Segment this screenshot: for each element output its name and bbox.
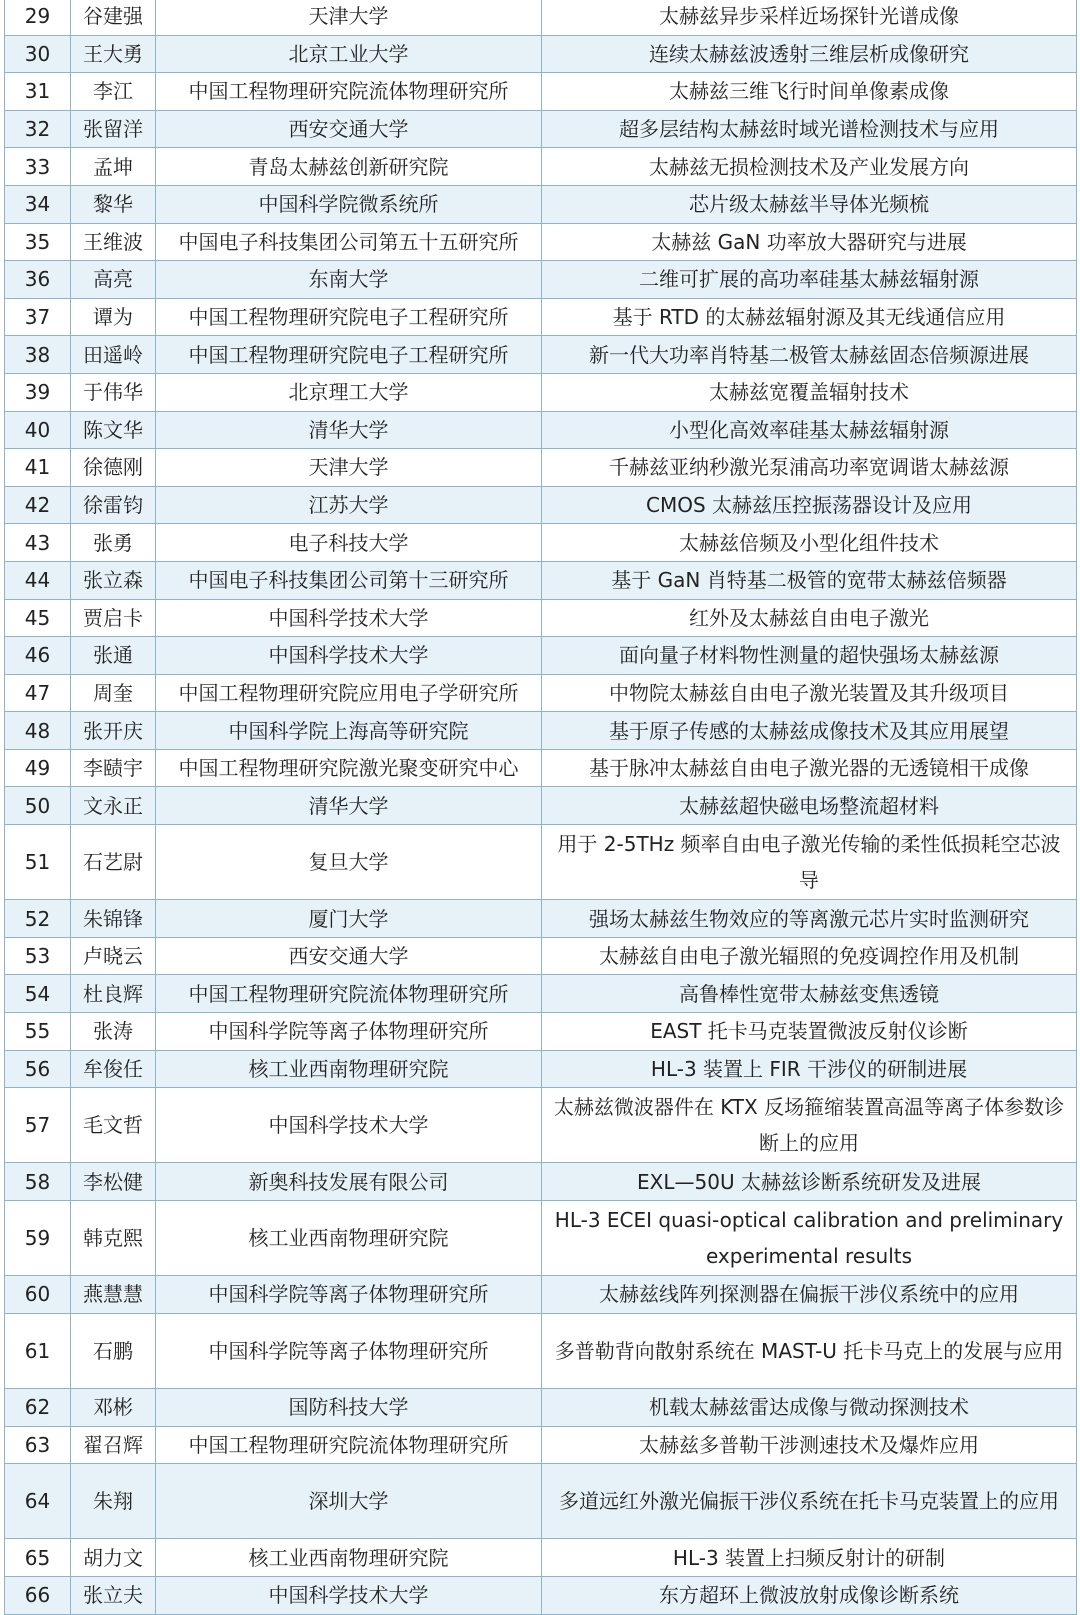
row-number: 61 bbox=[5, 1313, 71, 1388]
speaker-institution: 西安交通大学 bbox=[156, 937, 542, 975]
row-number: 42 bbox=[5, 486, 71, 524]
speaker-name: 张留洋 bbox=[71, 110, 156, 148]
speaker-institution: 天津大学 bbox=[156, 0, 542, 35]
speaker-institution: 中国电子科技集团公司第五十五研究所 bbox=[156, 223, 542, 261]
speaker-institution: 中国科学院等离子体物理研究所 bbox=[156, 1313, 542, 1388]
table-row bbox=[5, 1313, 1077, 1388]
speaker-table-body bbox=[5, 0, 1077, 1614]
talk-topic: 太赫兹无损检测技术及产业发展方向 bbox=[542, 148, 1077, 186]
speaker-name: 韩克熙 bbox=[71, 1201, 156, 1276]
speaker-name: 陈文华 bbox=[71, 411, 156, 449]
row-number: 47 bbox=[5, 674, 71, 712]
speaker-name: 张勇 bbox=[71, 524, 156, 562]
row-number: 49 bbox=[5, 749, 71, 787]
speaker-institution: 清华大学 bbox=[156, 787, 542, 825]
row-number: 29 bbox=[5, 0, 71, 35]
row-number: 30 bbox=[5, 35, 71, 73]
table-row bbox=[5, 223, 1077, 261]
speaker-institution: 中国科学技术大学 bbox=[156, 1088, 542, 1163]
speaker-institution: 青岛太赫兹创新研究院 bbox=[156, 148, 542, 186]
speaker-institution: 厦门大学 bbox=[156, 900, 542, 938]
speaker-name: 贾启卡 bbox=[71, 599, 156, 637]
speaker-institution: 中国工程物理研究院电子工程研究所 bbox=[156, 336, 542, 374]
speaker-institution: 深圳大学 bbox=[156, 1464, 542, 1539]
row-number: 55 bbox=[5, 1013, 71, 1051]
speaker-table bbox=[4, 0, 1077, 1615]
row-number: 41 bbox=[5, 449, 71, 487]
speaker-name: 朱翔 bbox=[71, 1464, 156, 1539]
table-row bbox=[5, 1576, 1077, 1614]
table-row bbox=[5, 486, 1077, 524]
talk-topic: 基于原子传感的太赫兹成像技术及其应用展望 bbox=[542, 712, 1077, 750]
speaker-name: 张立森 bbox=[71, 561, 156, 599]
speaker-institution: 新奥科技发展有限公司 bbox=[156, 1163, 542, 1201]
row-number: 31 bbox=[5, 73, 71, 111]
row-number: 34 bbox=[5, 185, 71, 223]
table-row bbox=[5, 185, 1077, 223]
talk-topic: 基于 GaN 肖特基二极管的宽带太赫兹倍频器 bbox=[542, 561, 1077, 599]
table-row bbox=[5, 1163, 1077, 1201]
row-number: 51 bbox=[5, 825, 71, 900]
speaker-institution: 中国科学技术大学 bbox=[156, 637, 542, 675]
talk-topic: 连续太赫兹波透射三维层析成像研究 bbox=[542, 35, 1077, 73]
talk-topic: 太赫兹微波器件在 KTX 反场箍缩装置高温等离子体参数诊断上的应用 bbox=[542, 1088, 1077, 1163]
speaker-name: 张通 bbox=[71, 637, 156, 675]
row-number: 57 bbox=[5, 1088, 71, 1163]
speaker-name: 于伟华 bbox=[71, 373, 156, 411]
row-number: 64 bbox=[5, 1464, 71, 1539]
table-row bbox=[5, 1539, 1077, 1577]
talk-topic: CMOS 太赫兹压控振荡器设计及应用 bbox=[542, 486, 1077, 524]
speaker-name: 王大勇 bbox=[71, 35, 156, 73]
row-number: 54 bbox=[5, 975, 71, 1013]
talk-topic: 基于脉冲太赫兹自由电子激光器的无透镜相干成像 bbox=[542, 749, 1077, 787]
talk-topic: EXL—50U 太赫兹诊断系统研发及进展 bbox=[542, 1163, 1077, 1201]
table-row bbox=[5, 261, 1077, 299]
speaker-institution: 中国科学院上海高等研究院 bbox=[156, 712, 542, 750]
table-row bbox=[5, 599, 1077, 637]
table-row bbox=[5, 674, 1077, 712]
row-number: 44 bbox=[5, 561, 71, 599]
table-row bbox=[5, 1426, 1077, 1464]
speaker-name: 谷建强 bbox=[71, 0, 156, 35]
speaker-name: 张涛 bbox=[71, 1013, 156, 1051]
speaker-institution: 江苏大学 bbox=[156, 486, 542, 524]
table-row bbox=[5, 1388, 1077, 1426]
table-row bbox=[5, 1464, 1077, 1539]
table-row bbox=[5, 787, 1077, 825]
talk-topic: 太赫兹异步采样近场探针光谱成像 bbox=[542, 0, 1077, 35]
row-number: 36 bbox=[5, 261, 71, 299]
row-number: 43 bbox=[5, 524, 71, 562]
row-number: 39 bbox=[5, 373, 71, 411]
speaker-institution: 天津大学 bbox=[156, 449, 542, 487]
talk-topic: 太赫兹多普勒干涉测速技术及爆炸应用 bbox=[542, 1426, 1077, 1464]
speaker-name: 卢晓云 bbox=[71, 937, 156, 975]
speaker-name: 石鹏 bbox=[71, 1313, 156, 1388]
talk-topic: 强场太赫兹生物效应的等离激元芯片实时监测研究 bbox=[542, 900, 1077, 938]
row-number: 37 bbox=[5, 298, 71, 336]
talk-topic: 用于 2-5THz 频率自由电子激光传输的柔性低损耗空芯波导 bbox=[542, 825, 1077, 900]
speaker-name: 杜良辉 bbox=[71, 975, 156, 1013]
speaker-name: 李松健 bbox=[71, 1163, 156, 1201]
table-row bbox=[5, 73, 1077, 111]
row-number: 58 bbox=[5, 1163, 71, 1201]
table-row bbox=[5, 148, 1077, 186]
speaker-name: 周奎 bbox=[71, 674, 156, 712]
speaker-institution: 中国工程物理研究院流体物理研究所 bbox=[156, 1426, 542, 1464]
talk-topic: 太赫兹线阵列探测器在偏振干涉仪系统中的应用 bbox=[542, 1276, 1077, 1314]
speaker-name: 田遥岭 bbox=[71, 336, 156, 374]
speaker-institution: 中国工程物理研究院应用电子学研究所 bbox=[156, 674, 542, 712]
speaker-institution: 中国科学院等离子体物理研究所 bbox=[156, 1276, 542, 1314]
speaker-name: 翟召辉 bbox=[71, 1426, 156, 1464]
speaker-institution: 中国电子科技集团公司第十三研究所 bbox=[156, 561, 542, 599]
speaker-institution: 中国工程物理研究院流体物理研究所 bbox=[156, 975, 542, 1013]
speaker-name: 石艺尉 bbox=[71, 825, 156, 900]
row-number: 63 bbox=[5, 1426, 71, 1464]
speaker-name: 孟坤 bbox=[71, 148, 156, 186]
speaker-name: 牟俊任 bbox=[71, 1050, 156, 1088]
speaker-name: 李赜宇 bbox=[71, 749, 156, 787]
table-row bbox=[5, 524, 1077, 562]
speaker-name: 高亮 bbox=[71, 261, 156, 299]
talk-topic: 太赫兹 GaN 功率放大器研究与进展 bbox=[542, 223, 1077, 261]
speaker-name: 燕慧慧 bbox=[71, 1276, 156, 1314]
speaker-institution: 中国工程物理研究院电子工程研究所 bbox=[156, 298, 542, 336]
row-number: 59 bbox=[5, 1201, 71, 1276]
talk-topic: 高鲁棒性宽带太赫兹变焦透镜 bbox=[542, 975, 1077, 1013]
talk-topic: 太赫兹超快磁电场整流超材料 bbox=[542, 787, 1077, 825]
table-row bbox=[5, 561, 1077, 599]
speaker-institution: 中国科学院微系统所 bbox=[156, 185, 542, 223]
talk-topic: HL-3 装置上扫频反射计的研制 bbox=[542, 1539, 1077, 1577]
speaker-institution: 中国科学技术大学 bbox=[156, 1576, 542, 1614]
talk-topic: 基于 RTD 的太赫兹辐射源及其无线通信应用 bbox=[542, 298, 1077, 336]
row-number: 32 bbox=[5, 110, 71, 148]
table-row bbox=[5, 637, 1077, 675]
row-number: 52 bbox=[5, 900, 71, 938]
table-row bbox=[5, 449, 1077, 487]
row-number: 45 bbox=[5, 599, 71, 637]
speaker-name: 徐德刚 bbox=[71, 449, 156, 487]
table-row bbox=[5, 749, 1077, 787]
speaker-institution: 中国科学技术大学 bbox=[156, 599, 542, 637]
talk-topic: 芯片级太赫兹半导体光频梳 bbox=[542, 185, 1077, 223]
talk-topic: 新一代大功率肖特基二极管太赫兹固态倍频源进展 bbox=[542, 336, 1077, 374]
talk-topic: 太赫兹倍频及小型化组件技术 bbox=[542, 524, 1077, 562]
table-row bbox=[5, 0, 1077, 35]
table-row bbox=[5, 712, 1077, 750]
row-number: 53 bbox=[5, 937, 71, 975]
speaker-institution: 西安交通大学 bbox=[156, 110, 542, 148]
table-row bbox=[5, 1013, 1077, 1051]
speaker-institution: 北京工业大学 bbox=[156, 35, 542, 73]
talk-topic: 小型化高效率硅基太赫兹辐射源 bbox=[542, 411, 1077, 449]
speaker-institution: 核工业西南物理研究院 bbox=[156, 1539, 542, 1577]
talk-topic: HL-3 装置上 FIR 干涉仪的研制进展 bbox=[542, 1050, 1077, 1088]
speaker-name: 毛文哲 bbox=[71, 1088, 156, 1163]
speaker-institution: 清华大学 bbox=[156, 411, 542, 449]
talk-topic: 面向量子材料物性测量的超快强场太赫兹源 bbox=[542, 637, 1077, 675]
speaker-name: 文永正 bbox=[71, 787, 156, 825]
row-number: 35 bbox=[5, 223, 71, 261]
table-row bbox=[5, 1088, 1077, 1163]
row-number: 65 bbox=[5, 1539, 71, 1577]
row-number: 66 bbox=[5, 1576, 71, 1614]
table-row bbox=[5, 336, 1077, 374]
talk-topic: 红外及太赫兹自由电子激光 bbox=[542, 599, 1077, 637]
speaker-name: 黎华 bbox=[71, 185, 156, 223]
row-number: 62 bbox=[5, 1388, 71, 1426]
talk-topic: HL-3 ECEI quasi-optical calibration and preliminary experimental results bbox=[542, 1201, 1077, 1276]
talk-topic: 太赫兹三维飞行时间单像素成像 bbox=[542, 73, 1077, 111]
row-number: 50 bbox=[5, 787, 71, 825]
table-row bbox=[5, 411, 1077, 449]
row-number: 48 bbox=[5, 712, 71, 750]
table-row bbox=[5, 110, 1077, 148]
table-row bbox=[5, 298, 1077, 336]
row-number: 56 bbox=[5, 1050, 71, 1088]
talk-topic: 多道远红外激光偏振干涉仪系统在托卡马克装置上的应用 bbox=[542, 1464, 1077, 1539]
talk-topic: 千赫兹亚纳秒激光泵浦高功率宽调谐太赫兹源 bbox=[542, 449, 1077, 487]
row-number: 33 bbox=[5, 148, 71, 186]
table-row bbox=[5, 937, 1077, 975]
speaker-institution: 中国工程物理研究院流体物理研究所 bbox=[156, 73, 542, 111]
speaker-institution: 核工业西南物理研究院 bbox=[156, 1201, 542, 1276]
table-row bbox=[5, 1276, 1077, 1314]
speaker-name: 李江 bbox=[71, 73, 156, 111]
talk-topic: 东方超环上微波放射成像诊断系统 bbox=[542, 1576, 1077, 1614]
talk-topic: 太赫兹宽覆盖辐射技术 bbox=[542, 373, 1077, 411]
talk-topic: 机载太赫兹雷达成像与微动探测技术 bbox=[542, 1388, 1077, 1426]
speaker-name: 徐雷钧 bbox=[71, 486, 156, 524]
row-number: 60 bbox=[5, 1276, 71, 1314]
speaker-institution: 核工业西南物理研究院 bbox=[156, 1050, 542, 1088]
speaker-name: 张开庆 bbox=[71, 712, 156, 750]
table-row bbox=[5, 975, 1077, 1013]
speaker-institution: 国防科技大学 bbox=[156, 1388, 542, 1426]
table-row bbox=[5, 1201, 1077, 1276]
speaker-institution: 北京理工大学 bbox=[156, 373, 542, 411]
row-number: 38 bbox=[5, 336, 71, 374]
table-row bbox=[5, 1050, 1077, 1088]
speaker-name: 谭为 bbox=[71, 298, 156, 336]
table-row bbox=[5, 373, 1077, 411]
table-row bbox=[5, 900, 1077, 938]
speaker-institution: 中国科学院等离子体物理研究所 bbox=[156, 1013, 542, 1051]
speaker-name: 张立夫 bbox=[71, 1576, 156, 1614]
talk-topic: 二维可扩展的高功率硅基太赫兹辐射源 bbox=[542, 261, 1077, 299]
speaker-name: 邓彬 bbox=[71, 1388, 156, 1426]
speaker-name: 胡力文 bbox=[71, 1539, 156, 1577]
table-row bbox=[5, 35, 1077, 73]
row-number: 40 bbox=[5, 411, 71, 449]
speaker-institution: 中国工程物理研究院激光聚变研究中心 bbox=[156, 749, 542, 787]
talk-topic: 超多层结构太赫兹时域光谱检测技术与应用 bbox=[542, 110, 1077, 148]
table-row bbox=[5, 825, 1077, 900]
speaker-institution: 东南大学 bbox=[156, 261, 542, 299]
speaker-institution: 复旦大学 bbox=[156, 825, 542, 900]
talk-topic: 中物院太赫兹自由电子激光装置及其升级项目 bbox=[542, 674, 1077, 712]
speaker-name: 王维波 bbox=[71, 223, 156, 261]
talk-topic: 多普勒背向散射系统在 MAST-U 托卡马克上的发展与应用 bbox=[542, 1313, 1077, 1388]
speaker-name: 朱锦锋 bbox=[71, 900, 156, 938]
talk-topic: EAST 托卡马克装置微波反射仪诊断 bbox=[542, 1013, 1077, 1051]
speaker-institution: 电子科技大学 bbox=[156, 524, 542, 562]
row-number: 46 bbox=[5, 637, 71, 675]
talk-topic: 太赫兹自由电子激光辐照的免疫调控作用及机制 bbox=[542, 937, 1077, 975]
